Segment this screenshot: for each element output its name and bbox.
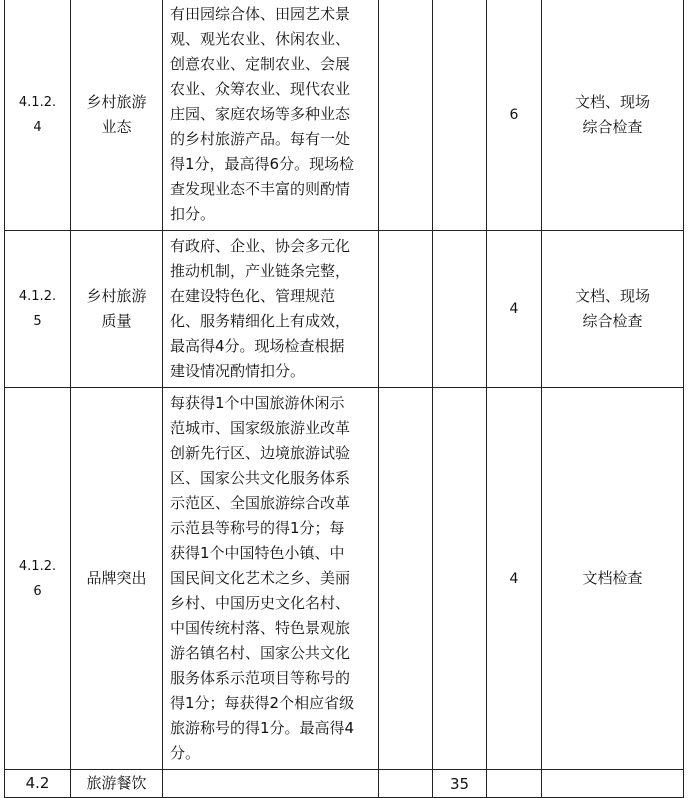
- empty-cell: [542, 770, 684, 798]
- empty-cell: [433, 231, 487, 388]
- item-score: 6: [487, 0, 542, 231]
- table-row: [5, 231, 684, 388]
- table-row: [5, 770, 684, 798]
- section-score: 35: [433, 770, 487, 798]
- table-row: [5, 0, 684, 231]
- item-code: 4.1.2. 6: [5, 388, 71, 770]
- item-description: 有政府、企业、协会多元化 推动机制，产业链条完整， 在建设特色化、管理规范 化、服务精细化上有成效， 最高得4分。现场检查根据 建设情况酌情扣分。: [163, 231, 379, 388]
- check-method: 文档、现场 综合检查: [542, 231, 684, 388]
- empty-cell: [379, 388, 433, 770]
- item-code: 4.1.2. 4: [5, 0, 71, 231]
- item-name: 品牌突出: [71, 388, 163, 770]
- empty-cell: [163, 770, 379, 798]
- empty-cell: [379, 231, 433, 388]
- item-description: 有田园综合体、田园艺术景 观、观光农业、休闲农业、 创意农业、定制农业、会展 农业、众筹农业、现代农业 庄园、家庭农场等多种业态 的乡村旅游产品。每有一处 得1分，最高得6分。现场检 查发现业态不丰富的则酌情 扣分。: [163, 0, 379, 231]
- empty-cell: [433, 388, 487, 770]
- item-code: 4.1.2. 5: [5, 231, 71, 388]
- check-method: 文档、现场 综合检查: [542, 0, 684, 231]
- evaluation-table: [4, 0, 684, 798]
- item-name: 乡村旅游 质量: [71, 231, 163, 388]
- item-score: 4: [487, 388, 542, 770]
- check-method: 文档检查: [542, 388, 684, 770]
- empty-cell: [379, 770, 433, 798]
- section-name: 旅游餐饮: [71, 770, 163, 798]
- table-row: [5, 388, 684, 770]
- item-description: 每获得1个中国旅游休闲示 范城市、国家级旅游业改革 创新先行区、边境旅游试验 区、国家公共文化服务体系 示范区、全国旅游综合改革 示范县等称号的得1分；每 获得1个中国特色小镇、中 国民间文化艺术之乡、美丽 乡村、中国历史文化名村、 中国传统村落、特色景观旅 游名镇名村、国家公共文化 服务体系示范项目等称号的 得1分；每获得2个相应省级 旅游称号的得1分。最高得4 分。: [163, 388, 379, 770]
- empty-cell: [433, 0, 487, 231]
- section-code: 4.2: [5, 770, 71, 798]
- empty-cell: [379, 0, 433, 231]
- empty-cell: [487, 770, 542, 798]
- item-name: 乡村旅游 业态: [71, 0, 163, 231]
- item-score: 4: [487, 231, 542, 388]
